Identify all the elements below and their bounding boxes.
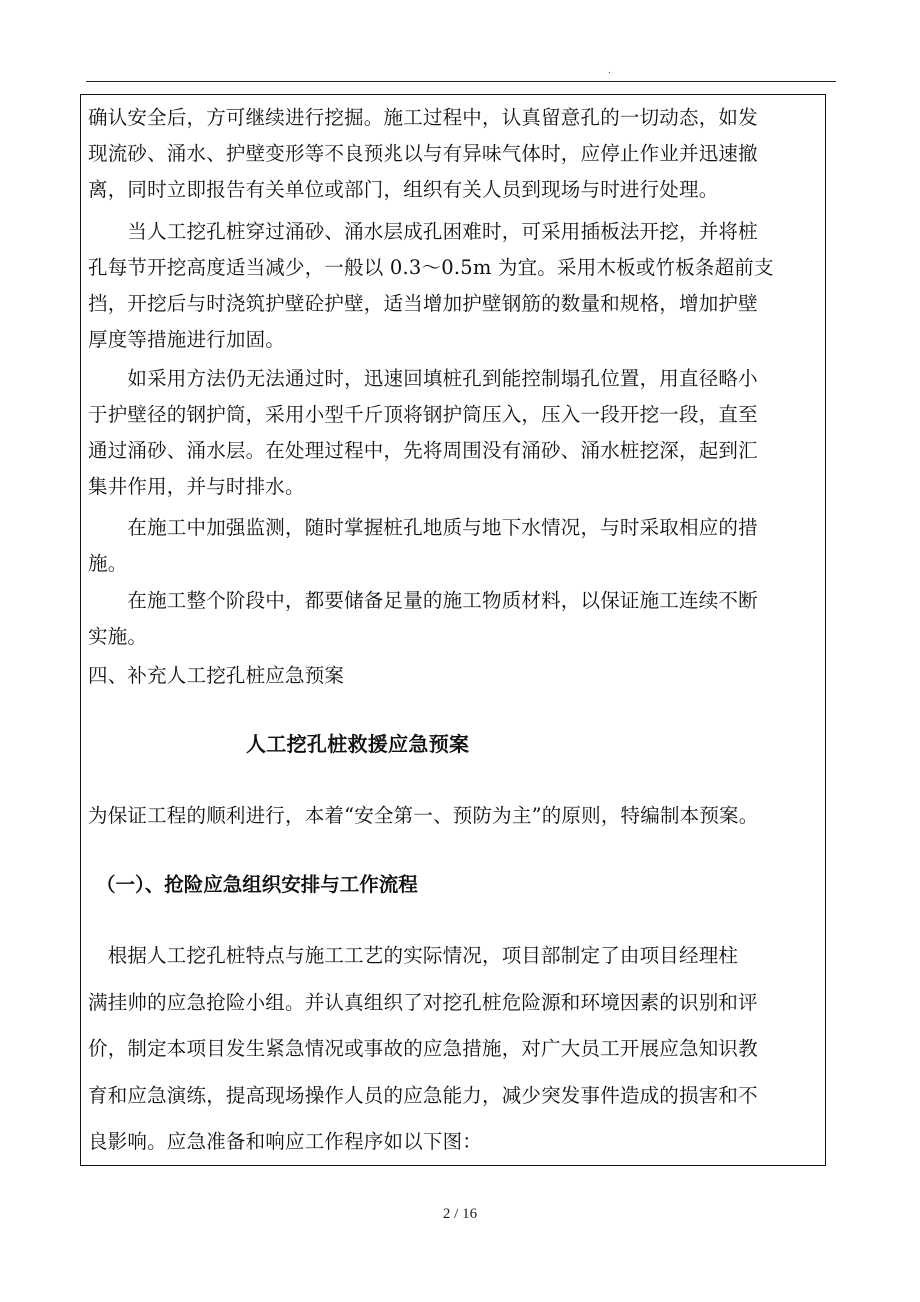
header-rule xyxy=(86,81,836,82)
document-title: 人工挖孔桩救援应急预案 xyxy=(246,732,470,756)
text-line: 挡，开挖后与时浇筑护壁砼护壁，适当增加护壁钢筋的数量和规格，增加护壁 xyxy=(88,292,758,315)
paragraph-monitoring xyxy=(88,510,818,582)
text-line: 厚度等措施进行加固。 xyxy=(88,328,286,351)
text-line: 实施。 xyxy=(88,625,148,648)
text-line: 当人工挖孔桩穿过涌砂、涌水层成孔困难时，可采用插板法开挖，并将桩 xyxy=(88,220,758,243)
paragraph-material-reserve xyxy=(88,583,818,655)
text-line: 于护壁径的钢护筒，采用小型千斤顶将钢护筒压入，压入一段开挖一段，直至 xyxy=(88,403,758,426)
text-line: 施。 xyxy=(88,552,128,575)
text-line: 满挂帅的应急抢险小组。并认真组织了对挖孔桩危险源和环境因素的识别和评 xyxy=(88,990,758,1014)
text-line: 育和应急演练，提高现场操作人员的应急能力，减少突发事件造成的损害和不 xyxy=(88,1083,758,1107)
header-mark: . xyxy=(608,66,611,76)
paragraph-sand-water-layer xyxy=(88,214,818,358)
text-line: 集井作用，并与时排水。 xyxy=(88,475,305,498)
text-line: 在施工中加强监测，随时掌握桩孔地质与地下水情况，与时采取相应的措 xyxy=(88,516,758,539)
text-line: 为保证工程的顺利进行，本着“安全第一、预防为主”的原则，特编制本预案。 xyxy=(88,804,759,827)
text-line: 良影响。应急准备和响应工作程序如以下图： xyxy=(88,1130,483,1153)
section-heading-one: （一）、抢险应急组织安排与工作流程 xyxy=(96,873,418,896)
text-line: 如采用方法仍无法通过时，迅速回填桩孔到能控制塌孔位置，用直径略小 xyxy=(88,367,758,390)
heading-text: 四、补充人工挖孔桩应急预案 xyxy=(88,664,345,687)
paragraph-intro xyxy=(88,798,818,834)
text-line: 孔每节开挖高度适当减少，一般以 0.3～0.5m 为宜。采用木板或竹板条超前支 xyxy=(88,256,774,279)
text-line: 离，同时立即报告有关单位或部门，组织有关人员到现场与时进行处理。 xyxy=(88,178,719,201)
text-line: 根据人工挖孔桩特点与施工工艺的实际情况，项目部制定了由项目经理柱 xyxy=(88,944,739,967)
paragraph-steel-casing xyxy=(88,361,818,505)
text-line: 现流砂、涌水、护壁变形等不良预兆以与有异味气体时，应停止作业并迅速撤 xyxy=(88,142,758,165)
text-line: 价，制定本项目发生紧急情况或事故的应急措施，对广大员工开展应急知识教 xyxy=(88,1037,758,1060)
text-line: 确认安全后，方可继续进行挖掘。施工过程中，认真留意孔的一切动态，如发 xyxy=(88,106,758,129)
paragraph-excavation-safety xyxy=(88,100,818,208)
page-number: 2 / 16 xyxy=(442,1206,478,1222)
text-line: 通过涌砂、涌水层。在处理过程中，先将周围没有涌砂、涌水桩挖深，起到汇 xyxy=(88,439,758,462)
section-heading-four xyxy=(88,658,818,694)
text-line: 在施工整个阶段中，都要储备足量的施工物质材料，以保证施工连续不断 xyxy=(88,589,758,612)
paragraph-emergency-team xyxy=(88,933,818,1166)
